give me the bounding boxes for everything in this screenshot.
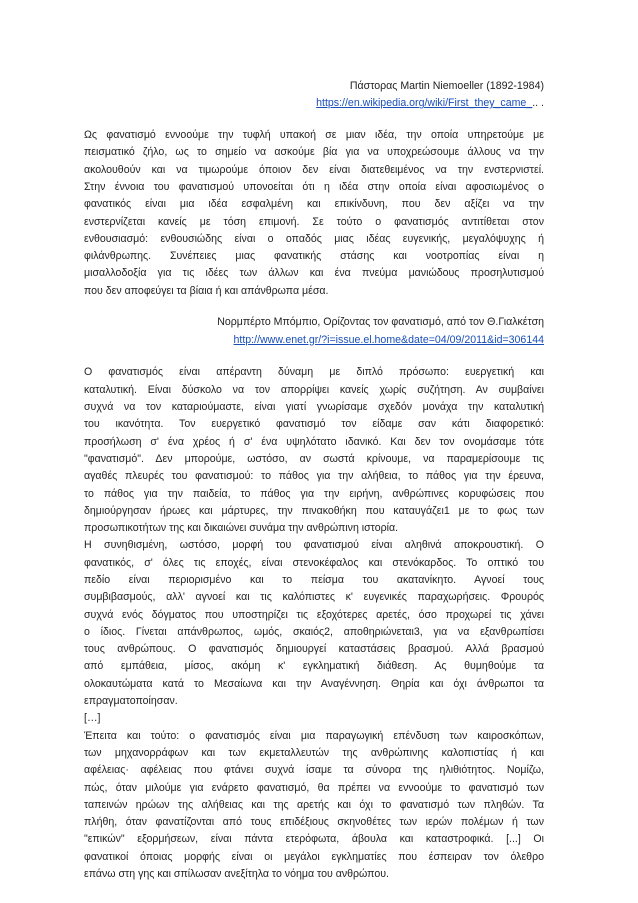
source-url-line [84, 94, 544, 112]
text-line: Ο φανατισμός είναι απέραντη δύναμη με διπλό πρόσωπο: ευεργετική και [84, 366, 544, 379]
enet-link-line [84, 331, 544, 349]
text-line: δημιούργησαν ήρωες και μάρτυρες, την πινακοθήκη που καταυγάζει1 με το φως των [84, 504, 544, 517]
text-line: ενθουσιασμό: ενθουσιώδης είναι ο οπαδός μιας ιδέας ευγενικής, μεγαλόψυχης ή [84, 232, 544, 245]
text-line: πεισματικό ζήλο, ως το σημείο να ασκούμε βία για να υποχρεώσουμε άλλους να την [84, 146, 544, 159]
text-line: συχνά να τον καταριούμαστε, είναι γιατί γνωρίσαμε σχεδόν μονάχα την καταλυτική [84, 401, 544, 413]
text-line: ο ίδιος. Γίνεται απάνθρωπος, ωμός, σκαιός2, αποθηριώνεται3, για να εξανθρωπίσει [84, 625, 544, 638]
text-line: επάνω στη γης και σπίλωσαν ανεξίτηλα το νόημα του ανθρώπου. [84, 868, 389, 880]
text-line: συχνά ενός δόγματος που υποστηρίζει τις εξοχότερες αρετές, όσο προχωρεί τις χάνει [84, 608, 544, 621]
text-line: "φανατισμό". Δεν μπορούμε, ωστόσο, αν σωστά κρίνουμε, να παραμερίσουμε τις [84, 452, 544, 465]
text-line: ενστερνίζεται κανείς με τόση επιμονή. Σε τούτο ο φανατισμός αντιτίθεται στον [84, 215, 544, 228]
text-line: "επικών" εξορμήσεων, είναι πάντα ετερόφωτα, άβουλα και καταστροφικά. [...] Οι [84, 833, 544, 846]
text-line: Έπειτα και τούτο: ο φανατισμός είναι μια παραγωγική επένδυση των καιροσκόπων, [84, 729, 544, 742]
enet-link[interactable]: http://www.enet.gr/?i=issue.el.home&date=04/09/2011&id=306144 [233, 333, 544, 346]
text-line: αφέλειας· αφέλειας που φτάνει συχνά ίσαμε τα σύνορα της ηλιθιότητος. Νομίζω, [84, 764, 544, 777]
text-line: προσήλωση σ' ένα χρέος ή σ' ένα υψηλότατο ιδανικό. Και δεν τον ονομάσαμε τότε [84, 435, 544, 448]
text-line: Η συνηθισμένη, ωστόσο, μορφή του φανατισμού είναι αληθινά αποκρουστική. Ο [84, 539, 544, 552]
text-line: φιλάνθρωπης. Συνέπειες μιας φανατικής στάσης και νοοτροπίας είναι η [84, 250, 544, 263]
text-line: φανατικός είναι μια ιδέα εσφαλμένη και επικίνδυνη, που δεν αξίζει να την [84, 198, 544, 211]
text-line: πεδίο είναι περιορισμένο και το πείσμα του ακατανίκητο. Αγνοεί τους [84, 573, 544, 586]
text-line: από εμπάθεια, μίσος, ακόμη κ' εγκληματική διάθεση. Ας θυμηθούμε τα [84, 660, 544, 673]
text-line: ολοκαυτώματα κατά το Μεσαίωνα και την Αναγέννηση. Θηρία και όχι άνθρωποι τα [84, 677, 544, 690]
author-line: Πάστορας Martin Niemoeller (1892-1984) [349, 80, 544, 92]
text-line: συμβιβασμούς, αλλ' αγνοεί και τις καλόπιστες κ' ευγενικές παραχωρήσεις. Φρουρός [84, 591, 544, 604]
text-line: τους ανθρώπους. Ο φανατισμός δημιουργεί καταστάσεις βρασμού. Αλλά βρασμού [84, 643, 544, 656]
text-line: του ικανότητα. Τον ευεργετικό φανατισμό τον είδαμε σαν κάτι διαφορετικό: [84, 418, 544, 431]
text-line: πώς, όταν μιλούμε για ενάρετο φανατισμό, θα πρέπει να εννοούμε το φανατισμό των [84, 781, 544, 794]
text-line: Ως φανατισμό εννοούμε την τυφλή υπακοή σε μιαν ιδέα, την οποία υπηρετούμε με [84, 129, 544, 141]
text-line: προσωπικοτήτων της και δικαιώνει συνάμα την ανθρώπινη ιστορία. [84, 522, 399, 534]
text-line: πλήθη, όταν φανατίζονται από τους επιδέξιους σκηνοθέτες των ιερών πολέμων ή των [84, 816, 544, 829]
text-line: καταλυτική. Είναι δύσκολο να τον απορρίψει κανείς χωρίς συζήτηση. Αν συμβαίνει [84, 383, 544, 396]
url-suffix: .. . [532, 97, 544, 110]
text-line: επραγματοποίησαν. [84, 695, 178, 707]
wikipedia-link[interactable]: https://en.wikipedia.org/wiki/First_they_came_ [316, 97, 533, 110]
text-line: που δεν αποφεύγει τα βίαια ή και απάνθρωπα μέσα. [84, 284, 329, 297]
text-line: ακολουθούν και να τιμωρούμε όποιον δεν είναι διατεθειμένος να την ενστερνιστεί. [84, 163, 544, 176]
text-line: των μηχανορράφων και των εκμεταλλευτών της ανθρώπινης καλοπιστίας ή και [84, 746, 544, 759]
text-line: αγαθές πλευρές του φανατισμού: το πάθος για την αλήθεια, το πάθος για την έρευνα, [84, 470, 544, 483]
citation-line: Νορμπέρτο Μπόμπιο, Ορίζοντας τον φανατισμό, από τον Θ.Γιαλκέτση [217, 316, 544, 329]
text-line: φανατικοί όποιας μορφής είναι οι μεγάλοι εγκληματίες που έσπειραν τον όλεθρο [84, 850, 544, 863]
text-line: μισαλλοδοξία για τις ιδέες των άλλων και ένα πνεύμα μανιώδους προσηλυτισμού [84, 267, 544, 280]
text-line: το πάθος για την παιδεία, το πάθος για την ειρήνη, ανθρώπινες κορυφώσεις που [84, 487, 544, 500]
text-line: Στην έννοια του φανατισμού υπονοείται ότι η ιδέα στην οποία είναι αφοσιωμένος ο [84, 180, 544, 193]
text-line: φανατικός, σ' όλες τις εποχές, είναι στενοκέφαλος και στενόκαρδος. Το οπτικό του [84, 556, 544, 569]
ellipsis-marker: […] [84, 712, 101, 725]
text-line: ταπεινών ηρώων της αλήθειας και της αρετής και όχι το φανατισμό των πληθών. Τα [84, 798, 544, 811]
